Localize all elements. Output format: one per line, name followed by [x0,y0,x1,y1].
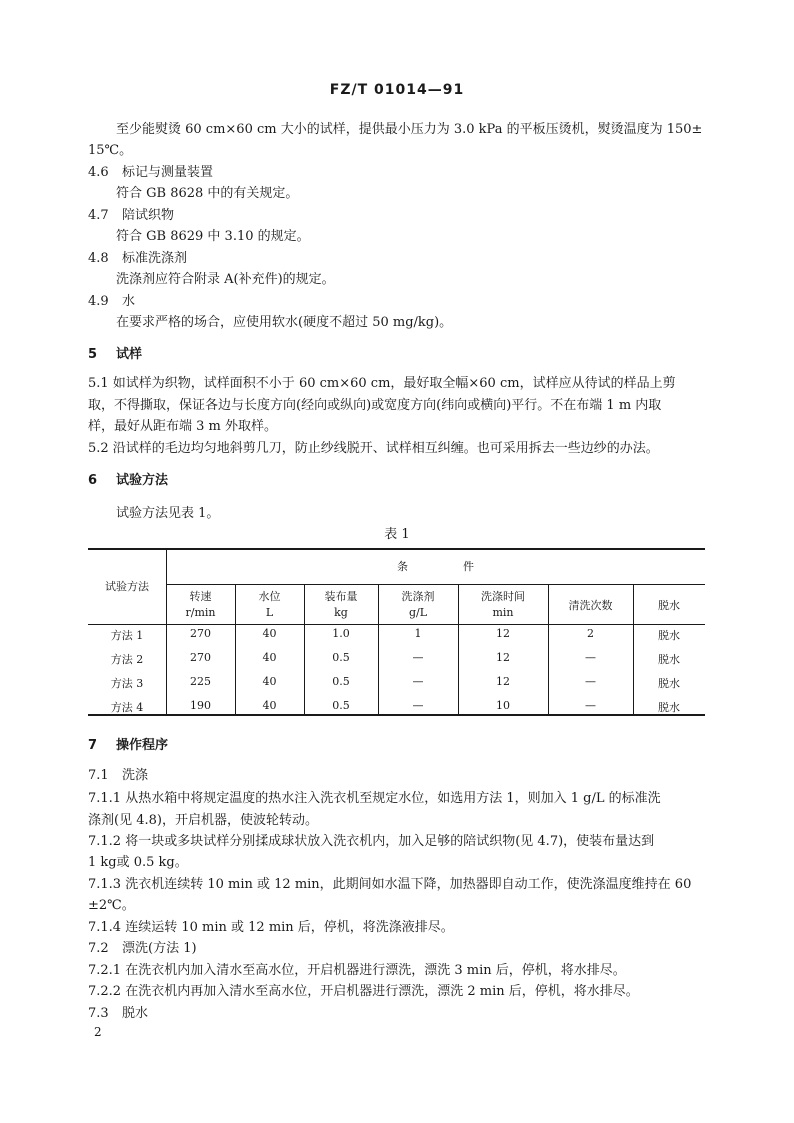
table-cell: 270 [190,651,211,664]
section-title: 操作程序 [116,738,169,753]
paragraph-line: 5.1 如试样为织物，试样面积不小于 60 cm×60 cm，最好取全幅×60 cm，试样应从待试的样品上剪 [88,376,676,391]
table-cell: 270 [190,627,211,640]
section-heading-4-9 [88,293,135,311]
table-cell: 0.5 [332,699,350,712]
paragraph-line: 洗涤剂应符合附录 A(补充件)的规定。 [116,272,335,287]
paragraph-line: ±2℃。 [88,898,135,913]
paragraph-line: 7.1.2 将一块或多块试样分别揉成球状放入洗衣机内，加入足够的陪试织物(见 4.7)，使装布量达到 [88,834,655,849]
table-cell: 脱水 [658,677,680,690]
section-heading-7 [88,737,168,755]
document-header: FZ/T 01014—91 [329,82,465,98]
section-title: 试样 [116,347,143,362]
section-title: 标准洗涤剂 [122,251,188,266]
paragraph-line: 取，不得撕取，保证各边与长度方向(经向或纵向)或宽度方向(纬向或横向)平行。不在布端 1 m 内取 [88,398,662,413]
section-heading-6 [88,472,168,490]
paragraph-line: 7.2.2 在洗衣机内再加入清水至高水位，开启机器进行漂洗，漂洗 2 min 后，停机，将水排尽。 [88,984,639,999]
paragraph-line: 试验方法见表 1。 [116,506,220,521]
section-heading-7-3 [88,1005,148,1023]
table-cell: — [585,651,596,664]
column-unit: kg [334,606,348,619]
column-header: 洗涤剂 [401,590,435,603]
table-cell: 0.5 [332,675,350,688]
method-header: 试验方法 [105,580,149,593]
table-cell: 2 [587,627,594,640]
column-unit: L [265,606,274,619]
section-heading-7-2 [88,940,197,958]
conditions-header: 条 件 [397,560,474,573]
paragraph-line: 至少能熨烫 60 cm×60 cm 大小的试样，提供最小压力为 3.0 kPa 的平板压烫机，熨烫温度为 150± [116,122,703,137]
table-cell: 12 [496,627,510,640]
paragraph-line: 15℃。 [88,143,133,158]
column-unit: g/L [408,606,428,619]
section-heading-5 [88,346,142,364]
section-heading-4-6 [88,164,213,182]
table-cell: 190 [190,699,211,712]
column-header: 转速 [189,590,212,603]
table-cell: 10 [496,699,510,712]
table-cell: 12 [496,675,510,688]
section-title: 洗涤 [122,768,149,783]
table-cell: 脱水 [658,629,680,642]
column-header: 装布量 [324,590,358,603]
table-cell: — [412,675,424,688]
column-header: 水位 [258,590,281,603]
section-number: 4.7 [88,208,109,223]
table-cell: 脱水 [658,701,680,714]
column-unit: min [492,606,514,619]
section-number: 6 [88,473,98,488]
table-cell: — [585,699,596,712]
section-title: 漂洗(方法 1) [122,941,197,956]
section-title: 标记与测量装置 [122,165,214,180]
table-cell: 12 [496,651,510,664]
table-cell: 方法 1 [110,629,144,642]
table-cell: 1 [414,627,422,640]
section-number: 4.9 [88,294,109,309]
section-title: 试验方法 [116,473,169,488]
table-bottom-rule [88,714,705,716]
section-heading-7-1 [88,767,148,785]
table-cell: 40 [262,675,277,688]
table-cell: 方法 2 [110,653,144,666]
section-number: 4.8 [88,251,109,266]
table-cell: 225 [190,675,211,688]
paragraph-line: 符合 GB 8629 中 3.10 的规定。 [116,229,310,244]
column-header: 洗涤时间 [481,590,525,603]
section-number: 7.3 [88,1006,109,1021]
paragraph-line: 涤剂(见 4.8)，开启机器，使波轮转动。 [88,813,318,828]
paragraph-line: 样，最好从距布端 3 m 外取样。 [88,419,277,434]
paragraph-line: 7.1.3 洗衣机连续转 10 min 或 12 min，此期间如水温下降，加热器即自动工作，使洗涤温度维持在 60 [88,877,692,892]
section-number: 5 [88,347,98,362]
table-cell: 40 [262,699,277,712]
table-cell: 40 [262,651,277,664]
table-caption: 表 1 [384,527,410,542]
table-cell: 脱水 [658,653,680,666]
section-heading-4-8 [88,250,187,268]
paragraph-line: 5.2 沿试样的毛边均匀地斜剪几刀，防止纱线脱开、试样相互纠缠。也可采用拆去一些边纱的办法。 [88,441,659,456]
paragraph-line: 7.1.1 从热水箱中将规定温度的热水注入洗衣机至规定水位，如选用方法 1，则加入 1 g/L 的标准洗 [88,791,661,806]
table-cell: 1.0 [332,627,350,640]
table-cell: 0.5 [332,651,350,664]
paragraph-line: 7.2.1 在洗衣机内加入清水至高水位，开启机器进行漂洗，漂洗 3 min 后，停机，将水排尽。 [88,963,626,978]
section-title: 脱水 [122,1006,149,1021]
test-methods-table [88,548,705,716]
section-title: 陪试织物 [122,208,175,223]
section-number: 7.1 [88,768,109,783]
section-number: 4.6 [88,165,109,180]
paragraph-line: 符合 GB 8628 中的有关规定。 [116,186,299,201]
section-heading-4-7 [88,207,174,225]
table-cell: 40 [262,627,277,640]
column-unit: r/min [185,606,216,619]
table-cell: — [412,699,424,712]
page-number: 2 [94,1025,102,1039]
table-top-rule [88,548,705,550]
section-number: 7 [88,738,98,753]
table-divider [166,584,705,585]
table-cell: — [585,675,596,688]
column-header: 清洗次数 [568,599,613,612]
paragraph-line: 1 kg或 0.5 kg。 [88,855,188,870]
paragraph-line: 7.1.4 连续运转 10 min 或 12 min 后，停机，将洗涤液排尽。 [88,920,454,935]
table-cell: 方法 4 [110,701,144,714]
table-divider [88,624,705,625]
paragraph-line: 在要求严格的场合，应使用软水(硬度不超过 50 mg/kg)。 [116,315,453,330]
column-header: 脱水 [658,599,680,612]
section-title: 水 [122,294,136,309]
section-number: 7.2 [88,941,109,956]
table-cell: 方法 3 [110,677,144,690]
table-cell: — [412,651,424,664]
